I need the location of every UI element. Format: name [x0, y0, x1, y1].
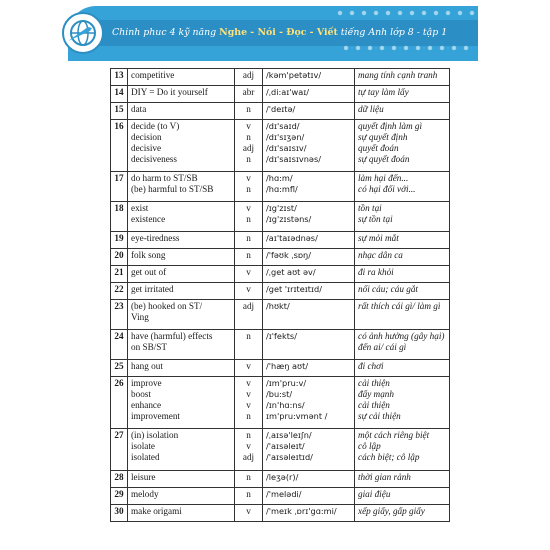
pronunciation: /ɪg'zɪstəns/ [266, 214, 312, 224]
meaning-cell [355, 202, 450, 232]
part-of-speech: n [246, 250, 251, 260]
ipa-cell [263, 330, 355, 360]
word-text: competitive [131, 70, 175, 80]
meaning-cell [355, 86, 450, 103]
word-cell [128, 360, 235, 377]
meaning-cell [355, 103, 450, 120]
word-text: exist [131, 203, 149, 213]
word-cell [128, 232, 235, 249]
table-row [111, 330, 450, 360]
table-row [111, 429, 450, 471]
vietnamese-meaning: dữ liệu [358, 104, 384, 114]
vietnamese-meaning: mang tính cạnh tranh [358, 70, 438, 80]
pronunciation: /'aɪsəleɪt/ [266, 441, 305, 451]
word-cell [128, 471, 235, 488]
ipa-cell [263, 202, 355, 232]
word-text: boost [131, 389, 151, 399]
vietnamese-meaning: xếp giấy, gấp giấy [358, 506, 425, 516]
word-cell [128, 103, 235, 120]
table-row [111, 300, 450, 330]
part-of-speech: v [246, 267, 251, 277]
row-number: 24 [111, 330, 128, 360]
ipa-cell [263, 429, 355, 471]
part-of-speech: adj [242, 70, 255, 80]
meaning-cell [355, 172, 450, 202]
pronunciation: /ɪn'hɑ:ns/ [266, 400, 305, 410]
meaning-cell [355, 330, 450, 360]
vietnamese-meaning: tồn tại [358, 203, 382, 213]
word-text: leisure [131, 472, 156, 482]
word-text: enhance [131, 400, 162, 410]
table-row [111, 505, 450, 522]
row-number: 20 [111, 249, 128, 266]
table-row [111, 266, 450, 283]
vietnamese-meaning: một cách riêng biệt [358, 430, 430, 440]
word-cell [128, 283, 235, 300]
vietnamese-meaning: thời gian rảnh [358, 472, 411, 482]
pronunciation: /'fəʊk ˌsɒŋ/ [266, 250, 311, 260]
pronunciation: /'deɪtə/ [266, 104, 296, 114]
meaning-cell [355, 232, 450, 249]
row-number: 22 [111, 283, 128, 300]
word-text: Ving [131, 312, 149, 322]
vocabulary-table [110, 68, 450, 522]
pos-cell [235, 103, 263, 120]
row-number: 15 [111, 103, 128, 120]
pos-cell [235, 172, 263, 202]
word-text: data [131, 104, 147, 114]
pos-cell [235, 120, 263, 172]
table-row [111, 103, 450, 120]
part-of-speech: n [246, 430, 251, 440]
pronunciation: /aɪ'taɪədnəs/ [266, 233, 318, 243]
vietnamese-meaning: quyết định làm gì [358, 121, 423, 131]
word-text: get irritated [131, 284, 174, 294]
word-cell [128, 377, 235, 429]
title-prefix: Chinh phuc 4 kỹ năng [112, 27, 217, 38]
pronunciation: /ˌaɪsə'leɪʃn/ [266, 430, 312, 440]
word-text: (be) hooked on ST/ [131, 301, 203, 311]
ipa-cell [263, 488, 355, 505]
vietnamese-meaning: cách biệt; cô lập [358, 452, 420, 462]
meaning-cell [355, 120, 450, 172]
pronunciation: /ˌget aʊt əv/ [266, 267, 316, 277]
word-cell [128, 172, 235, 202]
vietnamese-meaning: sự quyết đoán [358, 154, 410, 164]
table-row [111, 471, 450, 488]
part-of-speech: v [246, 284, 251, 294]
ipa-cell [263, 232, 355, 249]
table-row [111, 232, 450, 249]
table-row [111, 249, 450, 266]
pos-cell [235, 232, 263, 249]
table-row [111, 202, 450, 232]
word-cell [128, 120, 235, 172]
part-of-speech: n [246, 489, 251, 499]
word-text: on SB/ST [131, 342, 167, 352]
meaning-cell [355, 505, 450, 522]
part-of-speech: adj [242, 301, 255, 311]
table-row [111, 360, 450, 377]
row-number: 17 [111, 172, 128, 202]
vietnamese-meaning: có ảnh hưởng (gây hại) [358, 331, 445, 341]
pronunciation: /leʒə(r)/ [266, 472, 299, 482]
word-text: isolate [131, 441, 155, 451]
word-cell [128, 249, 235, 266]
part-of-speech: v [246, 378, 251, 388]
pronunciation: /'melədi/ [266, 489, 302, 499]
word-cell [128, 330, 235, 360]
ipa-cell [263, 69, 355, 86]
ipa-cell [263, 471, 355, 488]
word-text: decision [131, 132, 162, 142]
meaning-cell [355, 249, 450, 266]
word-text: do harm to ST/SB [131, 173, 198, 183]
vietnamese-meaning: đi ra khỏi [358, 267, 394, 277]
ipa-cell [263, 103, 355, 120]
ipa-cell [263, 377, 355, 429]
pronunciation: /get 'ɪrɪteɪtɪd/ [266, 284, 323, 294]
pronunciation: /'aɪsəleɪtɪd/ [266, 452, 313, 462]
word-text: hang out [131, 361, 163, 371]
part-of-speech: n [246, 154, 251, 164]
word-cell [128, 86, 235, 103]
table-row [111, 377, 450, 429]
vietnamese-meaning: đến ai/ cái gì [358, 342, 407, 352]
part-of-speech: v [246, 173, 251, 183]
word-text: improve [131, 378, 162, 388]
meaning-cell [355, 266, 450, 283]
pronunciation: /hɑ:mfl/ [266, 184, 298, 194]
pronunciation: /dɪ'saɪsɪvnəs/ [266, 154, 321, 164]
row-number: 14 [111, 86, 128, 103]
part-of-speech: v [246, 361, 251, 371]
ipa-cell [263, 300, 355, 330]
word-text: improvement [131, 411, 180, 421]
pos-cell [235, 300, 263, 330]
word-text: folk song [131, 250, 166, 260]
pronunciation: /'hæŋ aʊt/ [266, 361, 309, 371]
vietnamese-meaning: sự tồn tại [358, 214, 393, 224]
vietnamese-meaning: đẩy mạnh [358, 389, 394, 399]
word-text: DIY = Do it yourself [131, 87, 208, 97]
vietnamese-meaning: tự tay làm lấy [358, 87, 409, 97]
pronunciation: /'meɪk ˌɒrɪ'gɑ:mi/ [266, 506, 337, 516]
row-number: 27 [111, 429, 128, 471]
pronunciation: /kəm'petətɪv/ [266, 70, 322, 80]
pronunciation: /bu:st/ [266, 389, 293, 399]
part-of-speech: v [246, 121, 251, 131]
pronunciation: /hɑ:m/ [266, 173, 293, 183]
row-number: 21 [111, 266, 128, 283]
part-of-speech: n [246, 331, 251, 341]
pos-cell [235, 266, 263, 283]
pos-cell [235, 488, 263, 505]
pos-cell [235, 429, 263, 471]
vietnamese-meaning: sự cải thiện [358, 411, 401, 421]
part-of-speech: adj [242, 452, 255, 462]
pronunciation: /ɪm'pru:v/ [266, 378, 307, 388]
row-number: 23 [111, 300, 128, 330]
part-of-speech: adj [242, 143, 255, 153]
pronunciation: /ˌdi:aɪ'waɪ/ [266, 87, 310, 97]
pos-cell [235, 471, 263, 488]
pos-cell [235, 202, 263, 232]
meaning-cell [355, 471, 450, 488]
word-cell [128, 202, 235, 232]
part-of-speech: abr [242, 87, 255, 97]
row-number: 13 [111, 69, 128, 86]
vietnamese-meaning: nhạc dân ca [358, 250, 403, 260]
part-of-speech: n [246, 233, 251, 243]
meaning-cell [355, 300, 450, 330]
table-row [111, 172, 450, 202]
word-text: decisive [131, 143, 162, 153]
row-number: 28 [111, 471, 128, 488]
pos-cell [235, 330, 263, 360]
meaning-cell [355, 488, 450, 505]
table-row [111, 283, 450, 300]
ipa-cell [263, 283, 355, 300]
word-cell [128, 488, 235, 505]
part-of-speech: v [246, 203, 251, 213]
table-row [111, 120, 450, 172]
pronunciation: /hʊkt/ [266, 301, 290, 311]
row-number: 26 [111, 377, 128, 429]
pos-cell [235, 360, 263, 377]
meaning-cell [355, 429, 450, 471]
word-text: (in) isolation [131, 430, 179, 440]
vietnamese-meaning: cải thiện [358, 378, 390, 388]
part-of-speech: n [246, 132, 251, 142]
pos-cell [235, 377, 263, 429]
word-text: decisiveness [131, 154, 177, 164]
ipa-cell [263, 120, 355, 172]
pronunciation: /ɪ'fekts/ [266, 331, 297, 341]
row-number: 19 [111, 232, 128, 249]
vietnamese-meaning: quyết đoán [358, 143, 399, 153]
pos-cell [235, 283, 263, 300]
word-text: eye-tiredness [131, 233, 180, 243]
ipa-cell [263, 172, 355, 202]
ipa-cell [263, 249, 355, 266]
word-cell [128, 505, 235, 522]
ipa-cell [263, 360, 355, 377]
vietnamese-meaning: sự mỏi mắt [358, 233, 399, 243]
word-cell [128, 266, 235, 283]
word-text: decide (to V) [131, 121, 180, 131]
table-row [111, 488, 450, 505]
pronunciation: /ɪg'zɪst/ [266, 203, 297, 213]
part-of-speech: n [246, 104, 251, 114]
part-of-speech: v [246, 506, 251, 516]
meaning-cell [355, 360, 450, 377]
title-skills: Nghe - Nói - Đọc - Viết [219, 27, 338, 38]
vietnamese-meaning: cô lập [358, 441, 381, 451]
meaning-cell [355, 69, 450, 86]
vietnamese-meaning: đi chơi [358, 361, 384, 371]
row-number: 16 [111, 120, 128, 172]
globe-plane-icon [62, 12, 104, 54]
meaning-cell [355, 377, 450, 429]
pronunciation: /dɪ'saɪsɪv/ [266, 143, 307, 153]
title-suffix: tiếng Anh lớp 8 - tập 1 [340, 27, 448, 38]
table-row [111, 86, 450, 103]
pos-cell [235, 505, 263, 522]
book-title [112, 25, 476, 41]
word-text: existence [131, 214, 166, 224]
word-cell [128, 300, 235, 330]
vietnamese-meaning: giai điệu [358, 489, 391, 499]
word-text: isolated [131, 452, 160, 462]
part-of-speech: v [246, 441, 251, 451]
vietnamese-meaning: làm hại đến... [358, 173, 409, 183]
part-of-speech: n [246, 472, 251, 482]
meaning-cell [355, 283, 450, 300]
ipa-cell [263, 266, 355, 283]
part-of-speech: n [246, 184, 251, 194]
word-cell [128, 429, 235, 471]
row-number: 25 [111, 360, 128, 377]
row-number: 30 [111, 505, 128, 522]
vietnamese-meaning: cải thiện [358, 400, 390, 410]
row-number: 18 [111, 202, 128, 232]
pos-cell [235, 249, 263, 266]
ipa-cell [263, 86, 355, 103]
pronunciation: /dɪ'saɪd/ [266, 121, 300, 131]
pronunciation: /dɪ'sɪʒən/ [266, 132, 305, 142]
pos-cell [235, 69, 263, 86]
table-row [111, 69, 450, 86]
vietnamese-meaning: rất thích cái gì/ làm gì [358, 301, 441, 311]
pronunciation: ɪm'pru:vmənt / [266, 411, 328, 421]
part-of-speech: n [246, 214, 251, 224]
ipa-cell [263, 505, 355, 522]
vietnamese-meaning: nổi cáu; cáu gắt [358, 284, 418, 294]
word-text: have (harmful) effects [131, 331, 213, 341]
row-number: 29 [111, 488, 128, 505]
vietnamese-meaning: có hại đối với... [358, 184, 416, 194]
part-of-speech: n [246, 411, 251, 421]
word-text: get out of [131, 267, 167, 277]
word-text: make origami [131, 506, 182, 516]
word-text: melody [131, 489, 159, 499]
part-of-speech: v [246, 400, 251, 410]
part-of-speech: v [246, 389, 251, 399]
vietnamese-meaning: sự quyết định [358, 132, 408, 142]
pos-cell [235, 86, 263, 103]
word-text: (be) harmful to ST/SB [131, 184, 214, 194]
word-cell [128, 69, 235, 86]
